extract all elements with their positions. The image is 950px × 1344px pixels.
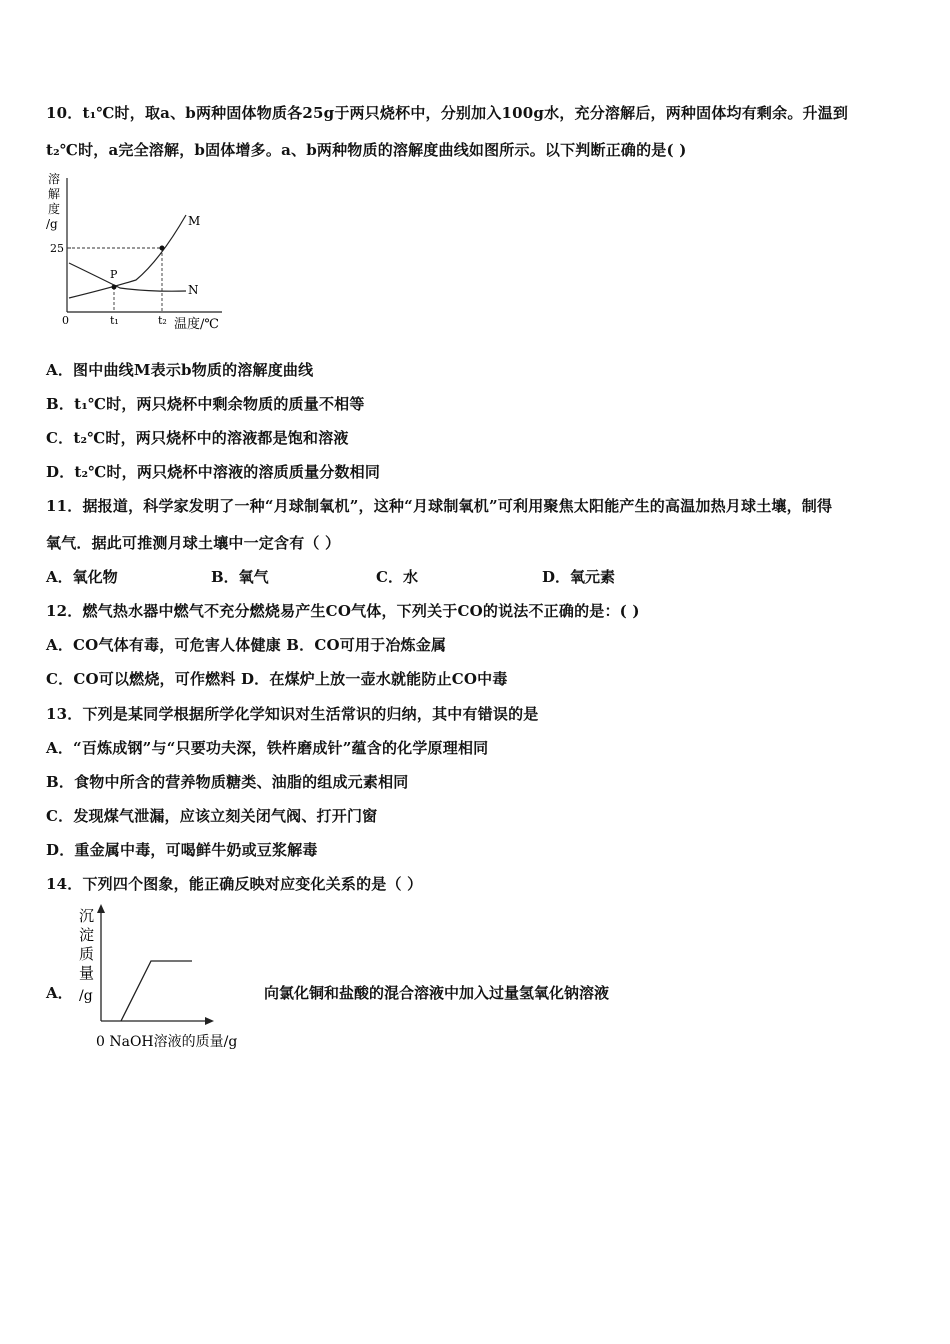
ylabel-char-4: /g [46, 217, 58, 231]
q10-option-a: A．图中曲线M表示b物质的溶解度曲线 [46, 361, 314, 379]
q13-stem: 13．下列是某同学根据所学化学知识对生活常识的归纳，其中有错误的是 [46, 705, 539, 723]
q11-option-c: C．水 [376, 568, 418, 586]
solubility-graph-ylabel [46, 171, 60, 231]
q11-option-a: A．氧化物 [46, 568, 118, 586]
q13-option-c: C．发现煤气泄漏，应该立刻关闭气阀、打开门窗 [46, 807, 378, 825]
q12-options-cd: C．CO可以燃烧，可作燃料 D．在煤炉上放一壶水就能防止CO中毒 [46, 670, 508, 688]
q10-stem-line1: 10．t₁℃时，取a、b两种固体物质各25g于两只烧杯中，分别加入100g水，充分溶解后，两种固体均有剩余。升温到 [46, 104, 849, 122]
solubility-graph [40, 170, 240, 332]
y-axis-arrow [97, 904, 105, 913]
ylabel-char-1: 溶 [48, 172, 61, 186]
q14-stem: 14．下列四个图象，能正确反映对应变化关系的是（ ） [46, 875, 423, 893]
ylabel-char-3: 度 [48, 202, 61, 216]
label-t1: t₁ [110, 314, 119, 327]
q11-option-d: D．氧元素 [542, 568, 616, 586]
precipitate-graph [76, 900, 266, 1055]
q11-stem-line1: 11．据报道，科学家发明了一种“月球制氧机”，这种“月球制氧机”可利用聚焦太阳能产生的高温加热月球土壤，制得 [46, 497, 833, 515]
curve-N [69, 263, 186, 291]
label-P: P [110, 268, 118, 281]
q10-option-d: D．t₂℃时，两只烧杯中溶液的溶质质量分数相同 [46, 463, 381, 481]
q11-stem-line2: 氧气．据此可推测月球土壤中一定含有（ ） [46, 534, 341, 552]
q10-option-c: C．t₂℃时，两只烧杯中的溶液都是饱和溶液 [46, 429, 349, 447]
ylabel2-char-1: 沉 [79, 907, 95, 925]
q13-option-a: A．“百炼成钢”与“只要功夫深，铁杵磨成针”蕴含的化学原理相同 [46, 739, 489, 757]
ylabel2-char-4: 量 [79, 964, 95, 982]
y-tick-25: 25 [50, 242, 64, 255]
ylabel2-char-5: /g [79, 988, 93, 1004]
label-M: M [188, 214, 201, 228]
label-t2: t₂ [158, 314, 167, 327]
q12-options-ab: A．CO气体有毒，可危害人体健康 B．CO可用于冶炼金属 [46, 636, 447, 654]
q12-stem: 12．燃气热水器中燃气不充分燃烧易产生CO气体，下列关于CO的说法不正确的是：( ) [46, 602, 640, 620]
point-P [112, 285, 117, 290]
ylabel2-char-2: 淀 [79, 926, 95, 944]
x-axis-arrow [205, 1017, 214, 1025]
point-M-25 [160, 246, 165, 251]
x-axis-label-2: 0 NaOH溶液的质量/g [96, 1034, 238, 1050]
q13-option-b: B．食物中所含的营养物质糖类、油脂的组成元素相同 [46, 773, 409, 791]
curve-M [69, 215, 186, 298]
ylabel-char-2: 解 [48, 187, 61, 201]
q10-stem-line2: t₂℃时，a完全溶解，b固体增多。a、b两种物质的溶解度曲线如图所示。以下判断正确的是( ) [46, 141, 687, 159]
label-origin: 0 [62, 314, 69, 327]
precipitate-graph-ylabel [79, 907, 94, 1004]
q10-option-b: B．t₁℃时，两只烧杯中剩余物质的质量不相等 [46, 395, 365, 413]
x-axis-label: 温度/℃ [174, 317, 219, 332]
ylabel2-char-3: 质 [79, 945, 95, 963]
precipitate-line [121, 961, 192, 1021]
label-N: N [188, 283, 199, 297]
q14-option-a-text: 向氯化铜和盐酸的混合溶液中加入过量氢氧化钠溶液 [264, 984, 610, 1002]
q14-option-a-label: A． [46, 984, 73, 1002]
q11-option-b: B．氧气 [211, 568, 269, 586]
q13-option-d: D．重金属中毒，可喝鲜牛奶或豆浆解毒 [46, 841, 318, 859]
